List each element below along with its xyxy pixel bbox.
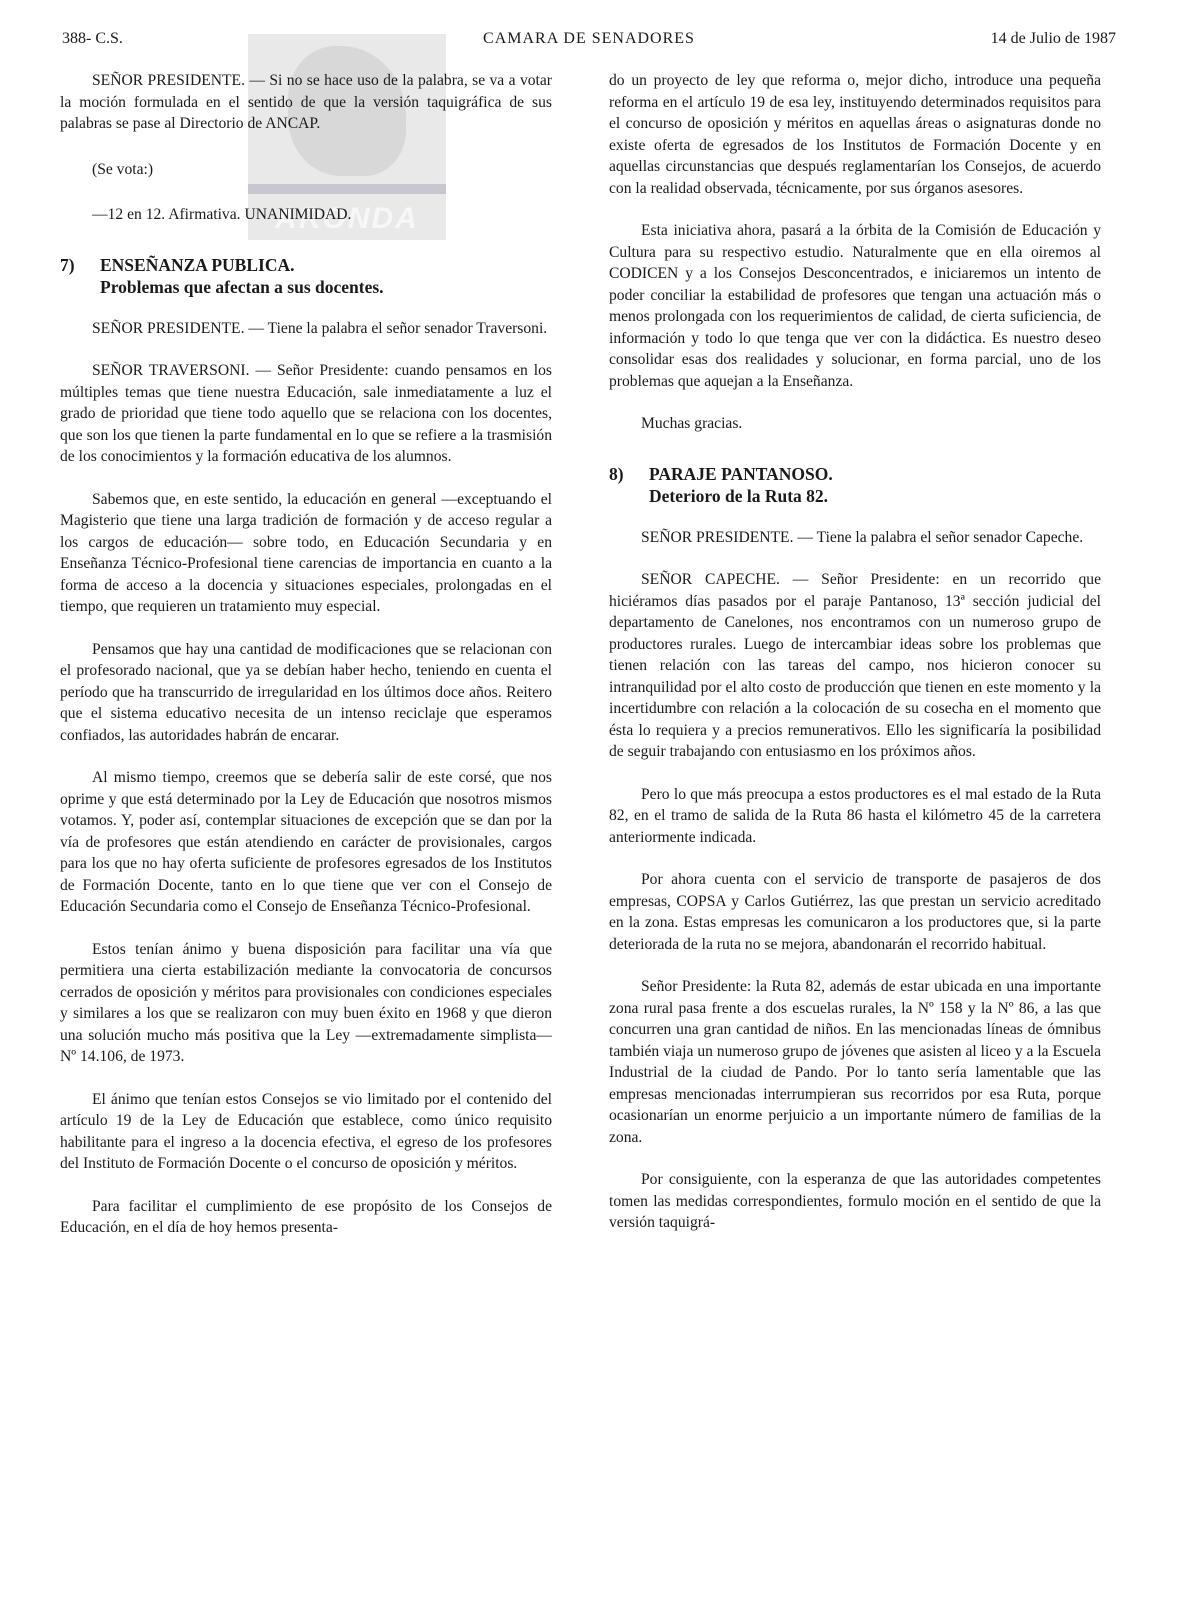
paragraph: Sabemos que, en este sentido, la educación en general —exceptuando el Magisterio que tiene una larga tradición de formación y de acceso regular a los cargos de educación— sobre todo, en Educación Secundaria y en Enseñanza Técnico-Profesional tiene carencias de importancia en cuanto a la forma de acceso a la docencia y situaciones especiales, prolongadas en el tiempo, que requieren un tratamiento muy especial. [60, 490, 552, 615]
paragraph: Para facilitar el cumplimiento de ese propósito de los Consejos de Educación, en el día de hoy hemos presenta- [60, 1197, 552, 1236]
paragraph: Pensamos que hay una cantidad de modificaciones que se relacionan con el profesorado nacional, que ya se debían haber hecho, teniendo en cuenta el período que ha transcurrido de irregularidad en los últimos doce años. Reitero que el sistema educativo necesita de un intenso reciclaje que esperamos confiados, las autoridades habrán de encarar. [60, 640, 552, 744]
paragraph: Esta iniciativa ahora, pasará a la órbita de la Comisión de Educación y Cultura para su respectivo estudio. Naturalmente que en ella oiremos al CODICEN y a los Consejos Desconcentrados, e iniciaremos un intento de poder conciliar la estabilidad de profesores que tengan una actuación más o menos prolongada con los requerimientos de calidad, de cierta suficiencia, de información y todo lo que tenga que ver con la didáctica. Es nuestro deseo consolidar esas dos realidades y solucionar, en forma parcial, uno de los problemas que aquejan a la Enseñanza. [609, 222, 1101, 390]
paragraph: Por consiguiente, con la esperanza de que las autoridades competentes tomen las medidas correspondientes, formulo moción en el sentido de que la versión taquigrá- [609, 1171, 1101, 1231]
paragraph: SEÑOR PRESIDENTE. — Tiene la palabra el señor senador Traversoni. [92, 319, 548, 337]
paragraph: El ánimo que tenían estos Consejos se vio limitado por el contenido del artículo 19 de la Ley de Educación que establece, como único requisito habilitante para el ingreso a la docencia efectiva, el egreso de los profesores del Instituto de Formación Docente o el concurso de oposición y méritos. [60, 1090, 552, 1172]
left-column [60, 70, 552, 1260]
paragraph: Al mismo tiempo, creemos que se debería salir de este corsé, que nos oprime y que está determinado por la Ley de Educación que nosotros mismos votamos. Y, poder así, contemplar situaciones de excepción que se dan por la vía de profesores que están atendiendo en carácter de provisionales, cargos para los que no hay oferta suficiente de profesores egresados de los Institutos de Formación Docente, tanto en lo que tiene que ver con el Consejo de Educación Secundaria como el Consejo de Enseñanza Técnico-Profesional. [60, 769, 552, 915]
section-heading-7 [60, 254, 552, 298]
paragraph: SEÑOR PRESIDENTE. — Si no se hace uso de la palabra, se va a votar la moción formulada en el sentido de que la versión taquigráfica de sus palabras se pase al Directorio de ANCAP. [60, 72, 552, 132]
paragraph: Señor Presidente: la Ruta 82, además de estar ubicada en una importante zona rural pasa frente a dos escuelas rurales, la Nº 158 y la Nº 86, a las que concurren una gran cantidad de niños. En las mencionadas líneas de ómnibus también viaja un numeroso grupo de jóvenes que asisten al liceo y a la Escuela Industrial de la ciudad de Pando. Por lo tanto sería lamentable que las empresas mencionadas interrumpieran sus recorridos por esa Ruta, porque ocasionarían un enorme perjuicio a un importante número de familias de la zona. [609, 978, 1101, 1146]
paragraph: (Se vota:) [92, 160, 154, 178]
paragraph: Pero lo que más preocupa a estos productores es el mal estado de la Ruta 82, en el tramo de salida de la Ruta 86 hasta el kilómetro 45 de la carretera anteriormente indicada. [609, 785, 1101, 846]
paragraph: Por ahora cuenta con el servicio de transporte de pasajeros de dos empresas, COPSA y Carlos Gutiérrez, las que prestan un servicio acreditado en la zona. Estas empresas les comunicaron a los productores que, si la parte deteriorada de la ruta no se mejora, abandonarán el recorrido habitual. [609, 871, 1101, 953]
section-title: ENSEÑANZA PUBLICA. [100, 254, 295, 275]
section-number: 7) [60, 254, 75, 275]
page-header [62, 30, 1116, 54]
watermark-text: ARONDA [275, 202, 419, 235]
page-number: 388- C.S. [62, 30, 123, 47]
section-subtitle: Deterioro de la Ruta 82. [649, 485, 829, 506]
session-date: 14 de Julio de 1987 [990, 30, 1116, 47]
paragraph: —12 en 12. Afirmativa. UNANIMIDAD. [92, 206, 352, 223]
paragraph: SEÑOR TRAVERSONI. — Señor Presidente: cuando pensamos en los múltiples temas que tiene nuestra Educación, sale inmediatamente a luz el grado de prioridad que tiene todo aquello que se relaciona con los docentes, que son los que tienen la parte fundamental en lo que se refiere a la trasmisión de los conocimientos y la formación educativa de los alumnos. [60, 362, 552, 465]
section-subtitle: Problemas que afectan a sus docentes. [100, 276, 384, 297]
paragraph: SEÑOR CAPECHE. — Señor Presidente: en un recorrido que hiciéramos días pasados por el paraje Pantanoso, 13ª sección judicial del departamento de Canelones, nos encontramos con un numeroso grupo de productores rurales. Luego de intercambiar ideas sobre los problemas que tienen relación con las tareas del campo, nos hicieron conocer su intranquilidad por el alto costo de producción que tienen en este momento y la incertidumbre con relación a la colocación de su cosecha en el momento que ésta lo requiera y a precios remunerativos. Ello les significaría la posibilidad de seguir trabajando con entusiasmo en los próximos años. [609, 571, 1101, 760]
paragraph: do un proyecto de ley que reforma o, mejor dicho, introduce una pequeña reforma en el artículo 19 de esa ley, instituyendo determinados requisitos para el concurso de oposición y méritos en aquellas áreas o asignaturas donde no existe oferta de egresados de los Institutos de Formación Docente y en aquellas circunstancias que después reglamentarían los Consejos, de acuerdo con la realidad observada, técnicamente, por sus órganos asesores. [609, 72, 1101, 197]
section-heading-8 [609, 463, 1101, 507]
section-number: 8) [609, 463, 624, 484]
chamber-title: CAMARA DE SENADORES [483, 30, 695, 47]
right-column [609, 70, 1101, 1255]
paragraph: Estos tenían ánimo y buena disposición para facilitar una vía que permitiera una cierta estabilización mediante la convocatoria de concursos cerrados de oposición y méritos para provisionales con condiciones especiales y similares a los que se realizaron con muy buen éxito en 1968 y que dieron una solución mucho más positiva que la Ley —extremadamente simplista— Nº 14.106, de 1973. [60, 940, 552, 1065]
paragraph: Muchas gracias. [641, 415, 743, 432]
section-title: PARAJE PANTANOSO. [649, 463, 833, 484]
paragraph: SEÑOR PRESIDENTE. — Tiene la palabra el señor senador Capeche. [641, 528, 1084, 546]
